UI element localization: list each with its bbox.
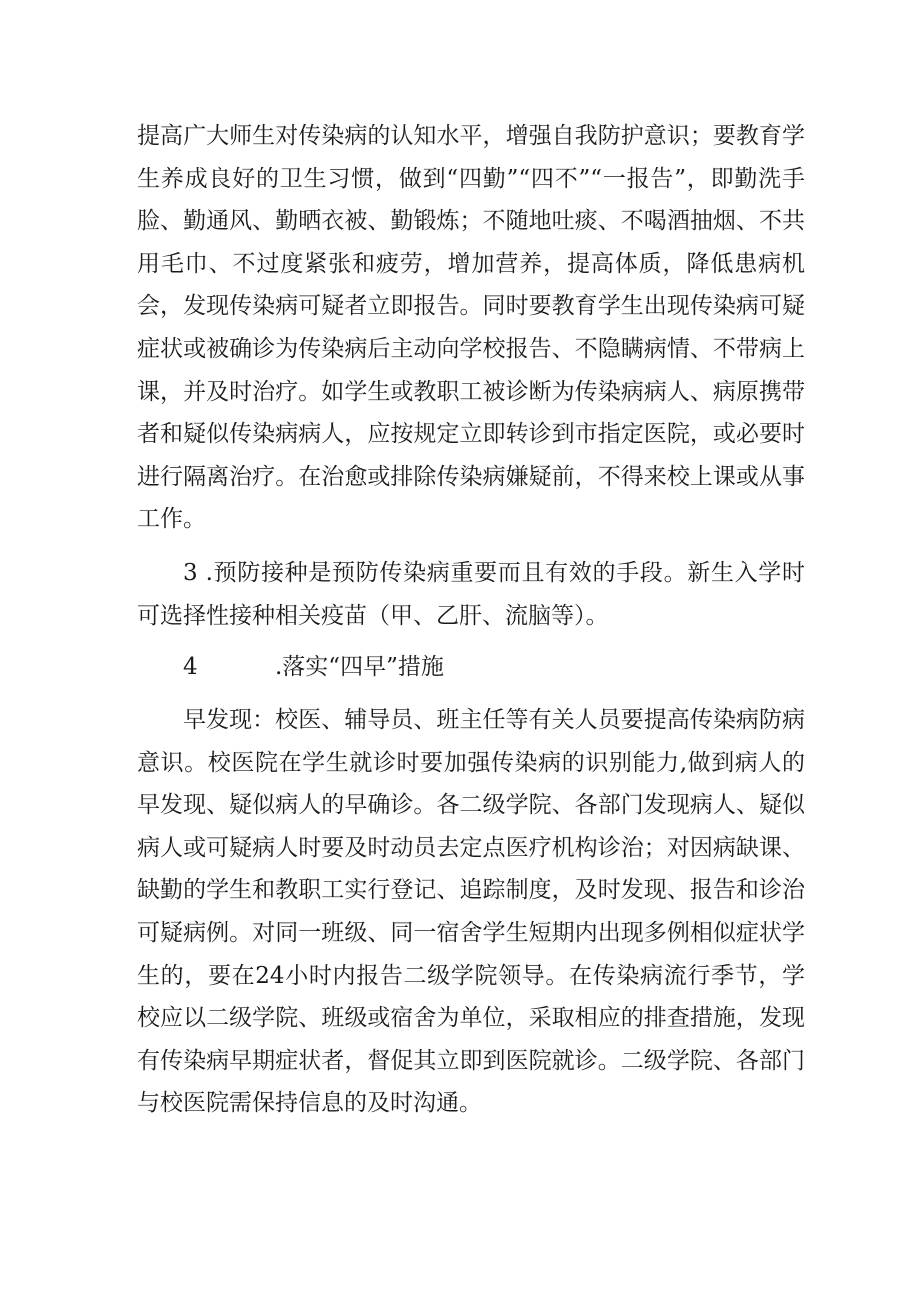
- paragraph-prevention-education: 提高广大师生对传染病的认知水平，增强自我防护意识；要教育学生养成良好的卫生习惯，做到“四勤”“四不”“一报告”，即勤洗手脸、勤通风、勤晒衣被、勤锻炼；不随地吐痰、不喝酒抽烟、不共用毛巾、不过度紧张和疲劳，增加营养，提高体质，降低患病机会，发现传染病可疑者立即报告。同时要教育学生出现传染病可疑症状或被确诊为传染病后主动向学校报告、不隐瞒病情、不带病上课，并及时治疗。如学生或教职工被诊断为传染病病人、病原携带者和疑似传染病病人，应按规定立即转诊到市指定医院，或必要时进行隔离治疗。在治愈或排除传染病嫌疑前，不得来校上课或从事工作。: [137, 123, 805, 533]
- section-title: .落实“四早”措施: [275, 654, 444, 680]
- section-heading-four-early: [137, 646, 805, 689]
- paragraph-vaccination: 3 .预防接种是预防传染病重要而且有效的手段。新生入学时可选择性接种相关疫苗（甲、乙肝、流脑等）。: [137, 560, 805, 629]
- section-number: 4: [183, 654, 198, 680]
- paragraph-early-detection: 早发现：校医、辅导员、班主任等有关人员要提高传染病防病意识。校医院在学生就诊时要加强传染病的识别能力,做到病人的早发现、疑似病人的早确诊。各二级学院、各部门发现病人、疑似病人或可疑病人时要及时动员去定点医疗机构诊治；对因病缺课、缺勤的学生和教职工实行登记、追踪制度，及时发现、报告和诊治可疑病例。对同一班级、同一宿舍学生短期内出现多例相似症状学生的，要在24小时内报告二级学院领导。在传染病流行季节，学校应以二级学院、班级或宿舍为单位，采取相应的排查措施，发现有传染病早期症状者，督促其立即到医院就诊。二级学院、各部门与校医院需保持信息的及时沟通。: [137, 707, 805, 1117]
